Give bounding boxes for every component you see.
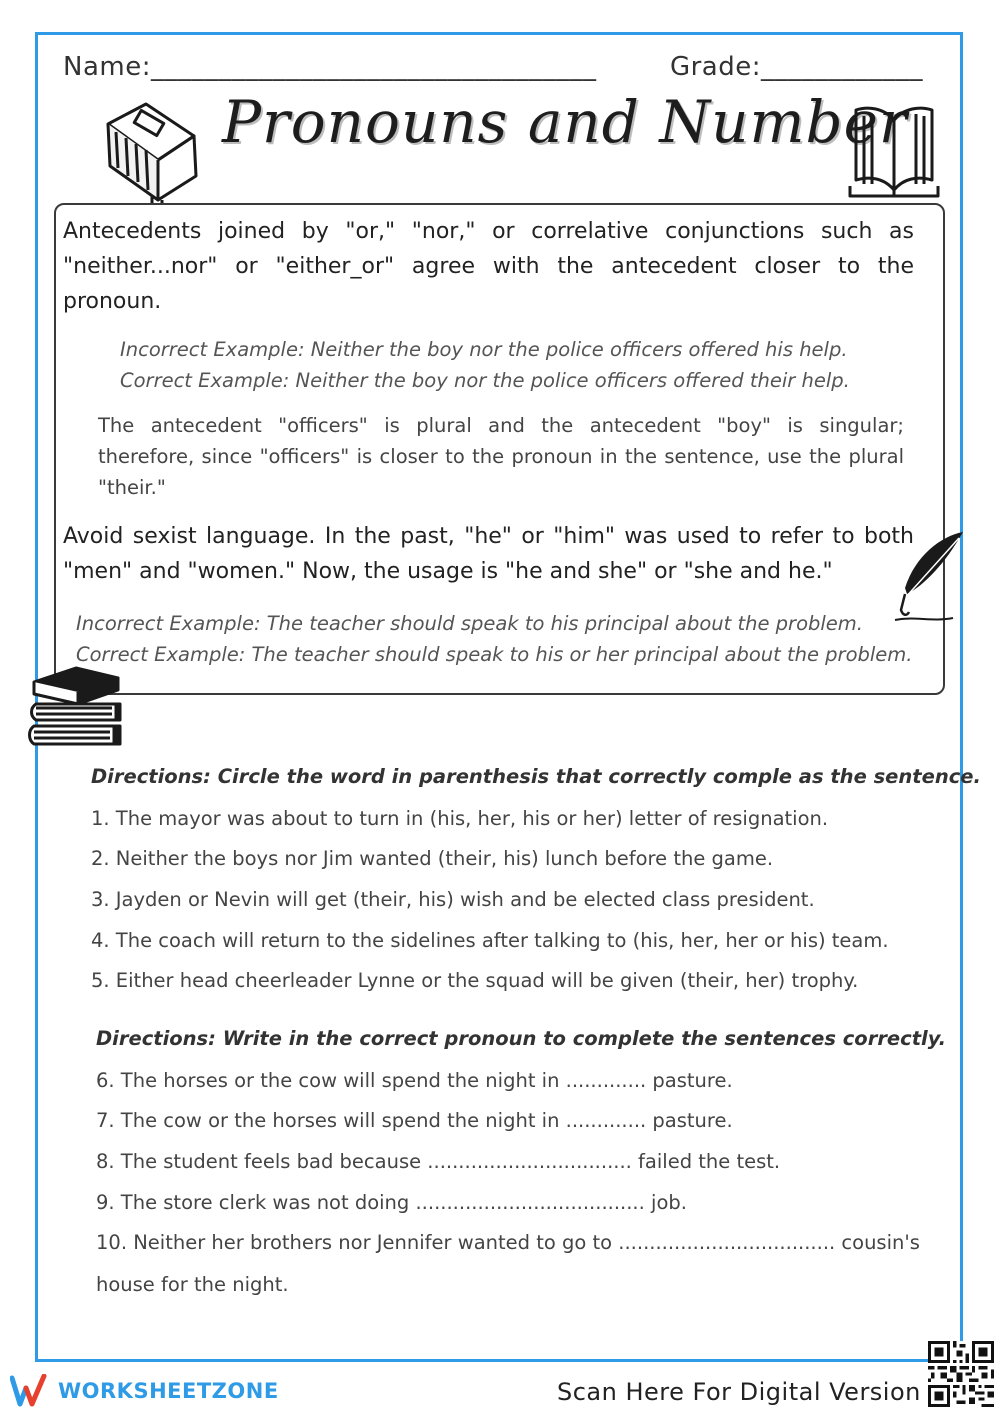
- w-logo-icon: [10, 1374, 50, 1408]
- question-9[interactable]: 9. The store clerk was not doing ..................................... job.: [96, 1191, 687, 1214]
- qr-code-icon[interactable]: [928, 1341, 994, 1407]
- question-4: 4. The coach will return to the sidelines after talking to (his, her, her or his) team.: [91, 929, 889, 952]
- page-title: Pronouns and Number: [222, 88, 908, 156]
- quill-icon: [893, 528, 968, 623]
- section-1-directions: Directions: Circle the word in parenthesis that correctly comple as the sentence.: [91, 765, 981, 788]
- question-10[interactable]: 10. Neither her brothers nor Jennifer wanted to go to ................................... cousin's: [96, 1231, 920, 1254]
- brand-logo[interactable]: [10, 1374, 279, 1408]
- rule-2-incorrect-example: Incorrect Example: The teacher should speak to his principal about the problem.: [76, 612, 863, 635]
- rule-1-correct-example: Correct Example: Neither the boy nor the police officers offered their help.: [120, 369, 850, 392]
- name-field[interactable]: Name:_________________________________: [63, 52, 597, 82]
- rule-2-text: Avoid sexist language. In the past, "he" or "him" was used to refer to both "men" and "women." Now, the usage is "he and she" or "she and he.": [63, 524, 914, 584]
- closed-book-icon: [96, 96, 206, 214]
- question-7[interactable]: 7. The cow or the horses will spend the night in ............. pasture.: [96, 1109, 733, 1132]
- question-8[interactable]: 8. The student feels bad because ................................. failed the test.: [96, 1150, 781, 1173]
- question-6[interactable]: 6. The horses or the cow will spend the night in ............. pasture.: [96, 1069, 733, 1092]
- rule-1-text: Antecedents joined by "or," "nor," or correlative conjunctions such as "neither...nor" or "either_or" agree with the antecedent closer to the pronoun.: [63, 219, 914, 314]
- brand-name: WORKSHEETZONE: [58, 1379, 279, 1403]
- rule-1-incorrect-example: Incorrect Example: Neither the boy nor the police officers offered his help.: [120, 338, 848, 361]
- question-1: 1. The mayor was about to turn in (his, her, his or her) letter of resignation.: [91, 807, 829, 830]
- grade-field[interactable]: Grade:____________: [669, 52, 923, 82]
- open-book-icon: [848, 100, 940, 200]
- rule-1-explanation: The antecedent "officers" is plural and the antecedent "boy" is singular; therefore, since "officers" is closer to the pronoun in the sentence, use the plural "their.": [98, 414, 904, 499]
- question-2: 2. Neither the boys nor Jim wanted (their, his) lunch before the game.: [91, 847, 774, 870]
- scan-caption: Scan Here For Digital Version: [557, 1378, 921, 1406]
- section-2-directions: Directions: Write in the correct pronoun to complete the sentences correctly.: [96, 1027, 947, 1050]
- rule-2-correct-example: Correct Example: The teacher should speak to his or her principal about the problem.: [76, 643, 913, 666]
- question-10-continued: house for the night.: [96, 1273, 289, 1296]
- question-3: 3. Jayden or Nevin will get (their, his) wish and be elected class president.: [91, 888, 815, 911]
- question-5: 5. Either head cheerleader Lynne or the squad will be given (their, her) trophy.: [91, 969, 859, 992]
- name-grade-line: [63, 52, 923, 82]
- book-stack-icon: [28, 664, 124, 754]
